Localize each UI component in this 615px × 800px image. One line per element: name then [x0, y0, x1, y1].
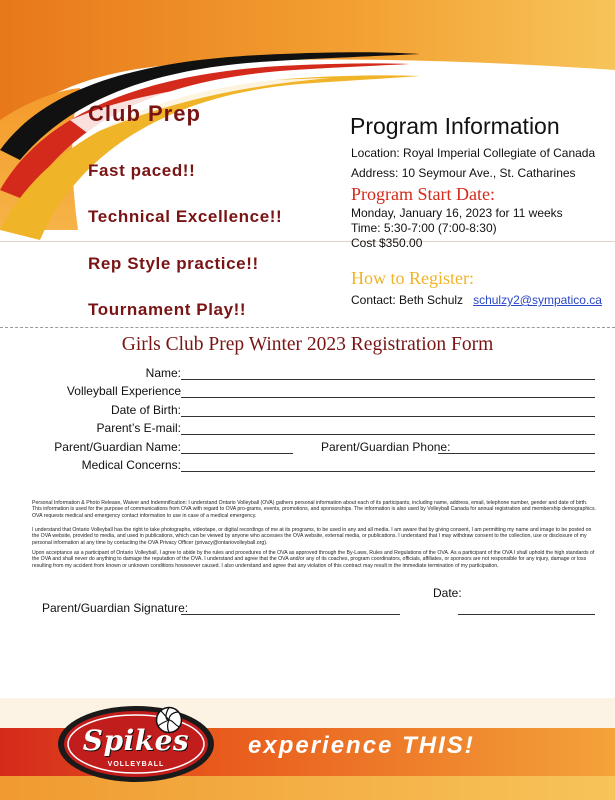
logo-text: Spikes [82, 724, 190, 757]
feature-fast-paced: Fast paced!! [88, 161, 196, 180]
program-time: Time: 5:30-7:00 (7:00-8:30) [351, 221, 497, 235]
guardian-name-label: Parent/Guardian Name: [54, 440, 181, 454]
legal-paragraph-photo: I understand that Ontario Volleyball has the right to take photographs, videotape, or digital recordings of me at its programs, to be used in any and all media. I am aware that by giving consent, I am permitting my name and image to be posted on the OVA website, provided to media, and used in publications, which can be viewed by anyone who accesses the OVA website, external media, or publications. I understand that I may withdraw consent to the collection, use or disclosure of my personal information at any time by contacting the OVA Privacy Officer (privacy@ontariovolleyball.org). [32, 527, 592, 546]
dob-field[interactable] [181, 416, 595, 417]
club-title: Club Prep [88, 101, 201, 126]
medical-label: Medical Concerns: [81, 458, 181, 472]
program-start-heading: Program Start Date: [351, 184, 495, 204]
legal-paragraph-privacy: Personal Information & Photo Release, Waiver and Indemnification: I understand Ontario Volleyball (OVA) gathers personal information about each of its participants, including name, address, email, telephone number, gender and date of birth. This information is used for the purpose of communications from OVA with regard to OVA pro-grams, events, promotions, and sponsorships. The information is also used by Volleyball Canada for annual registration and membership demographics. OVA requests medical and emergency contact information to use in case of a medical emergency. [32, 500, 596, 519]
date-field[interactable] [458, 614, 595, 615]
email-label: Parent’s E-mail: [96, 421, 181, 435]
guardian-name-field[interactable] [181, 453, 293, 454]
experience-field[interactable] [181, 397, 595, 398]
register-heading: How to Register: [351, 268, 474, 288]
feature-tournament-play: Tournament Play!! [88, 300, 247, 319]
program-address: Address: 10 Seymour Ave., St. Catharines [351, 166, 576, 180]
experience-label: Volleyball Experience [66, 384, 181, 398]
divider-line [0, 241, 615, 242]
program-start-date: Monday, January 16, 2023 for 11 weeks [351, 206, 563, 220]
name-label: Name: [145, 366, 181, 380]
slogan-text: experience THIS! [248, 732, 475, 759]
name-field[interactable] [181, 379, 595, 380]
program-cost: Cost $350.00 [351, 236, 423, 250]
form-title: Girls Club Prep Winter 2023 Registration Form [121, 334, 494, 355]
contact-line [351, 293, 602, 307]
signature-field[interactable] [181, 614, 400, 615]
contact-email-link[interactable]: schulzy2@sympatico.ca [473, 293, 602, 307]
legal-paragraph-agreement: Upon acceptance as a participant of Ontario Volleyball, I agree to abide by the rules and procedures of the OVA as approved through the By-Laws, Rules and Regulations of the OVA. As a participant of the OVA I shall uphold the high standards of the OVA and shall never do anything to damage the reputation of the OVA. I understand and agree that the OVA and/or any of its coaches, program coordinators, officials, affiliates, or sponsors are not responsible for any injury, damage or loss resulting from my accident from known or unknown conditions howsoever caused. I also understand and agree that any violation of this contract may result in the immediate termination of my participation. [32, 550, 595, 569]
feature-technical-excellence: Technical Excellence!! [88, 207, 283, 226]
medical-field[interactable] [181, 471, 595, 472]
guardian-phone-field[interactable] [438, 453, 595, 454]
program-location: Location: Royal Imperial Collegiate of Canada [351, 146, 596, 160]
cut-line [0, 327, 615, 328]
logo-subtext: VOLLEYBALL [107, 761, 165, 768]
date-label: Date: [433, 586, 462, 600]
dob-label: Date of Birth: [110, 403, 181, 417]
signature-label: Parent/Guardian Signature: [42, 601, 189, 615]
feature-rep-style: Rep Style practice!! [88, 254, 259, 273]
contact-label: Contact: Beth Schulz [351, 293, 464, 307]
email-field[interactable] [181, 434, 595, 435]
guardian-phone-label: Parent/Guardian Phone: [321, 440, 451, 454]
program-info-title: Program Information [350, 113, 560, 139]
